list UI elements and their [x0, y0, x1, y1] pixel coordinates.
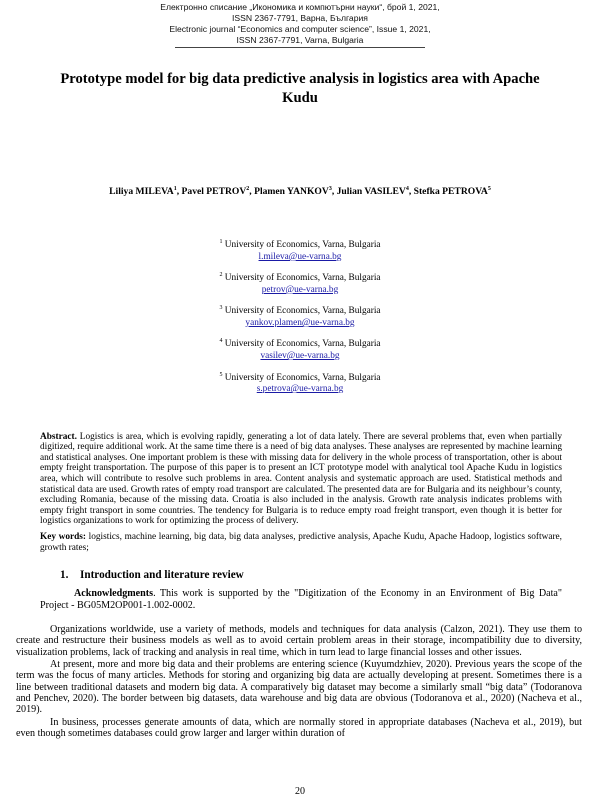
journal-header	[0, 0, 600, 48]
body-text	[16, 624, 582, 739]
affiliation-org: University of Economics, Varna, Bulgaria	[224, 273, 381, 284]
author-name: Stefka PETROVA	[413, 186, 488, 198]
affiliation-item	[0, 237, 600, 263]
affiliation-item	[0, 303, 600, 329]
affiliation-list	[0, 237, 600, 395]
affiliation-mark: 5	[219, 371, 223, 378]
author-email-link[interactable]: vasilev@ue-varna.bg	[260, 351, 340, 362]
header-divider	[175, 47, 425, 48]
affiliation-item	[0, 370, 600, 396]
author-affiliation-mark: 1	[173, 186, 177, 192]
section-number: 1.	[60, 569, 69, 582]
affiliation-mark: 2	[219, 272, 223, 279]
acknowledgments-text: . This work is supported by the "Digitization of the Economy in an Environment of Big Data" Project - BG05M2OP001-1.002-0002.	[40, 588, 562, 612]
section-heading	[60, 569, 600, 581]
affiliation-org: University of Economics, Varna, Bulgaria	[224, 306, 381, 317]
affiliation-org: University of Economics, Varna, Bulgaria	[224, 372, 381, 383]
keywords	[40, 532, 562, 553]
abstract-label: Abstract.	[40, 431, 77, 442]
author-name: Liliya MILEVA	[109, 186, 174, 198]
author-name: Plamen YANKOV	[254, 186, 329, 198]
affiliation-org: University of Economics, Varna, Bulgaria	[224, 339, 381, 350]
body-paragraph: In business, processes generate amounts of data, which are normally stored in appropriate databases (Nacheva et al., 2019), but even though sometimes databases could grow larger and larger within duration of	[16, 716, 582, 739]
affiliation-mark: 3	[219, 305, 223, 312]
keywords-text: logistics, machine learning, big data, big data analyses, predictive analysis, Apache Kudu, Apache Hadoop, logistics software, growth rates;	[40, 532, 562, 553]
section-title: Introduction and literature review	[80, 569, 244, 582]
author-name: Julian VASILEV	[336, 186, 406, 198]
author-affiliation-mark: 4	[405, 186, 409, 192]
acknowledgments	[40, 588, 562, 612]
affiliation-mark: 4	[219, 338, 223, 345]
paper-title: Prototype model for big data predictive analysis in logistics area with Apache Kudu	[60, 71, 540, 106]
author-email-link[interactable]: l.mileva@ue-varna.bg	[258, 251, 342, 262]
author-email-link[interactable]: s.petrova@ue-varna.bg	[256, 384, 344, 395]
affiliation-item	[0, 336, 600, 362]
affiliation-item	[0, 270, 600, 296]
abstract-text: Logistics is area, which is evolving rapidly, generating a lot of data lately. There are several problems that, even when partially digitized, require additional work. At the same time there is a need of big data analyses. These analyses are represented by machine learning and statistical analyses. One important problem is these with missing data for delivery in the whole process of transportation, other is about empty freight transportation. The purpose of this paper is to present an ICT prototype model with analytical tool Apache Kudu in logistics area, which will contribute to resolve such problems in area. Content analysis and systematic approach are used. Statistical methods and statistical data are used. Growth rates of empty road transport are calculated. The presented data are for Bulgaria and its neighbour’s county, excluding Romania, because of the missing data. Croatia is also included in the analysis. Growth rate analysis indicates problems with empty fright transport in some countries. The tendency for Bulgaria is to reduce empty road freight transport, even though it is better for logistics organizations to work for optimizing the process of delivery.	[40, 431, 562, 527]
keywords-label: Key words:	[40, 532, 87, 542]
affiliation-mark: 1	[219, 239, 223, 246]
author-affiliation-mark: 3	[328, 186, 332, 192]
author-name: Pavel PETROV	[181, 186, 247, 198]
author-affiliation-mark: 2	[246, 186, 250, 192]
page-number: 20	[295, 786, 305, 797]
author-list: Liliya MILEVA$^1$, Pavel PETROV$^2$, Plamen YANKOV$^3$, Julian VASILEV$^4$, Stefka PETROVA$^5$	[109, 186, 491, 198]
acknowledgments-label: Acknowledgments	[74, 588, 154, 600]
header-issn-bg: ISSN 2367-7791, Варна, България	[232, 13, 368, 23]
author-affiliation-mark: 5	[487, 186, 491, 192]
author-email-link[interactable]: petrov@ue-varna.bg	[261, 284, 339, 295]
author-email-link[interactable]: yankov.plamen@ue-varna.bg	[245, 317, 355, 328]
header-line-bg: Електронно списание „Икономика и компютърни науки“, брой 1, 2021,	[160, 2, 440, 12]
body-paragraph: Organizations worldwide, use a variety of methods, models and techniques for data analysis (Calzon, 2021). They use them to create and restructure their business models as well as to avoid certain problem areas in their storage, incompatibility due to diversity, visualization problems, lack of tracking and analysis in real time, which in turn lead to large financial losses and other issues.	[16, 624, 582, 658]
header-issn-en: ISSN 2367-7791, Varna, Bulgaria	[236, 35, 364, 45]
affiliation-org: University of Economics, Varna, Bulgaria	[224, 240, 381, 251]
abstract	[40, 432, 562, 527]
header-line-en: Electronic journal “Economics and computer science”, Issue 1, 2021,	[169, 24, 431, 34]
body-paragraph: At present, more and more big data and their problems are entering science (Kuyumdzhiev, 2020). Previous years the scope of the term was the focus of many articles. Methods for storing and organizing big data are actually developing at present. Sometimes there is a line between traditional datasets and modern big data. A comparatively big dataset may become a similarly small “big data” (Todoranova and Penchev, 2020). The border between big datasets, data warehouse and big data are obvious (Todoranova et al., 2020) (Nacheva et al., 2019).	[16, 659, 582, 716]
